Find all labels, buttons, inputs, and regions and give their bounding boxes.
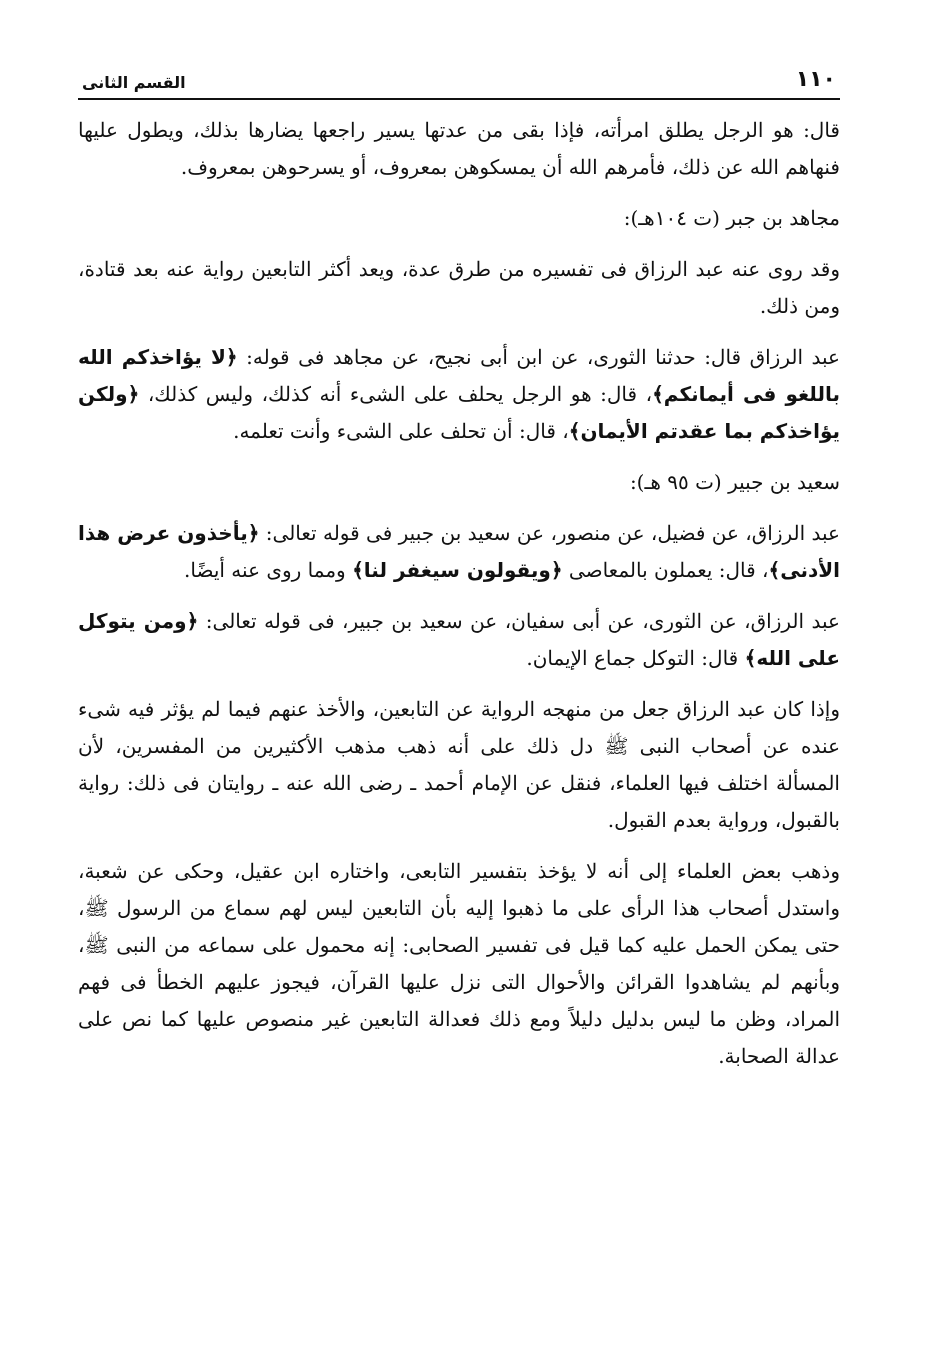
- quran-quote: ﴿ويقولون سيغفر لنا﴾: [352, 558, 563, 582]
- quran-quote: ﴿يأخذون عرض هذا الأدنى﴾: [78, 521, 840, 582]
- page-body: [78, 100, 840, 1075]
- paragraph-4: [78, 515, 840, 589]
- heading-saeed: سعيد بن جبير (ت ٩٥ هـ):: [629, 470, 840, 494]
- paragraph-3-text-2: ، قال: هو الرجل يحلف على الشىء أنه كذلك، وليس كذلك،: [139, 382, 653, 406]
- paragraph-5-text-1: عبد الرزاق، عن الثورى، عن أبى سفيان، عن سعيد بن جبير، فى قوله تعالى:: [198, 609, 840, 633]
- quran-quote: ﴿ومن يتوكل على الله﴾: [78, 609, 840, 670]
- paragraph-1: قال: هو الرجل يطلق امرأته، فإذا بقى من عدتها يسير راجعها يضارها بذلك، ويطول عليها فنهاهم الله عن ذلك، فأمرهم الله أن يمسكوهن بمعروف، أو يسرحوهن بمعروف.: [78, 118, 840, 179]
- page-number: ١١٠: [795, 67, 836, 92]
- paragraph-4-text-3: ومما روى عنه أيضًا.: [184, 558, 353, 582]
- book-page: [78, 60, 840, 1089]
- paragraph-7: وذهب بعض العلماء إلى أنه لا يؤخذ بتفسير التابعى، واختاره ابن عقيل، وحكى عن شعبة، واستدل أصحاب هذا الرأى على ما ذهبوا إليه بأن التابعين ليس لهم سماع من الرسول ﷺ، حتى يمكن الحمل عليه كما قيل فى تفسير الصحابى: إنه محمول على سماعه من النبى ﷺ، وبأنهم لم يشاهدوا القرائن والأحوال التى نزل عليها القرآن، فيجوز عليهم الخطأ فى فهم المراد، وظن ما ليس بدليل دليلاً ومع ذلك فعدالة التابعين غير منصوص عليها كما نص على عدالة الصحابة.: [78, 859, 840, 1068]
- paragraph-3: [78, 339, 840, 450]
- section-title: القسم الثانى: [82, 73, 186, 92]
- running-head: [78, 60, 840, 100]
- quran-quote: ﴿لا يؤاخذكم الله باللغو فى أيمانكم﴾: [78, 345, 840, 406]
- paragraph-5: [78, 603, 840, 677]
- heading-mujahid: مجاهد بن جبر (ت ١٠٤هـ):: [623, 206, 840, 230]
- paragraph-3-text-1: عبد الرزاق قال: حدثنا الثورى، عن ابن أبى نجيح، عن مجاهد فى قوله:: [237, 345, 840, 369]
- paragraph-6: وإذا كان عبد الرزاق جعل من منهجه الرواية عن التابعين، والأخذ عنهم فيما لم يؤثر فيه شىء عنده عن أصحاب النبى ﷺ دل ذلك على أنه ذهب مذهب الأكثيرين من المفسرين، لأن المسألة اختلف فيها العلماء، فنقل عن الإمام أحمد ـ رضى الله عنه ـ روايتان فى ذلك: رواية بالقبول، ورواية بعدم القبول.: [78, 697, 840, 832]
- paragraph-3-text-3: ، قال: أن تحلف على الشىء وأنت تعلمه.: [233, 419, 569, 443]
- paragraph-4-text-1: عبد الرزاق، عن فضيل، عن منصور، عن سعيد بن جبير فى قوله تعالى:: [259, 521, 840, 545]
- paragraph-5-text-2: قال: التوكل جماع الإيمان.: [526, 646, 745, 670]
- quran-quote: ﴿ولكن يؤاخذكم بما عقدتم الأيمان﴾: [78, 382, 840, 443]
- paragraph-4-text-2: ، قال: يعملون بالمعاصى: [562, 558, 769, 582]
- paragraph-2: وقد روى عنه عبد الرزاق فى تفسيره من طرق عدة، ويعد أكثر التابعين رواية عنه بعد قتادة، ومن ذلك.: [78, 257, 840, 318]
